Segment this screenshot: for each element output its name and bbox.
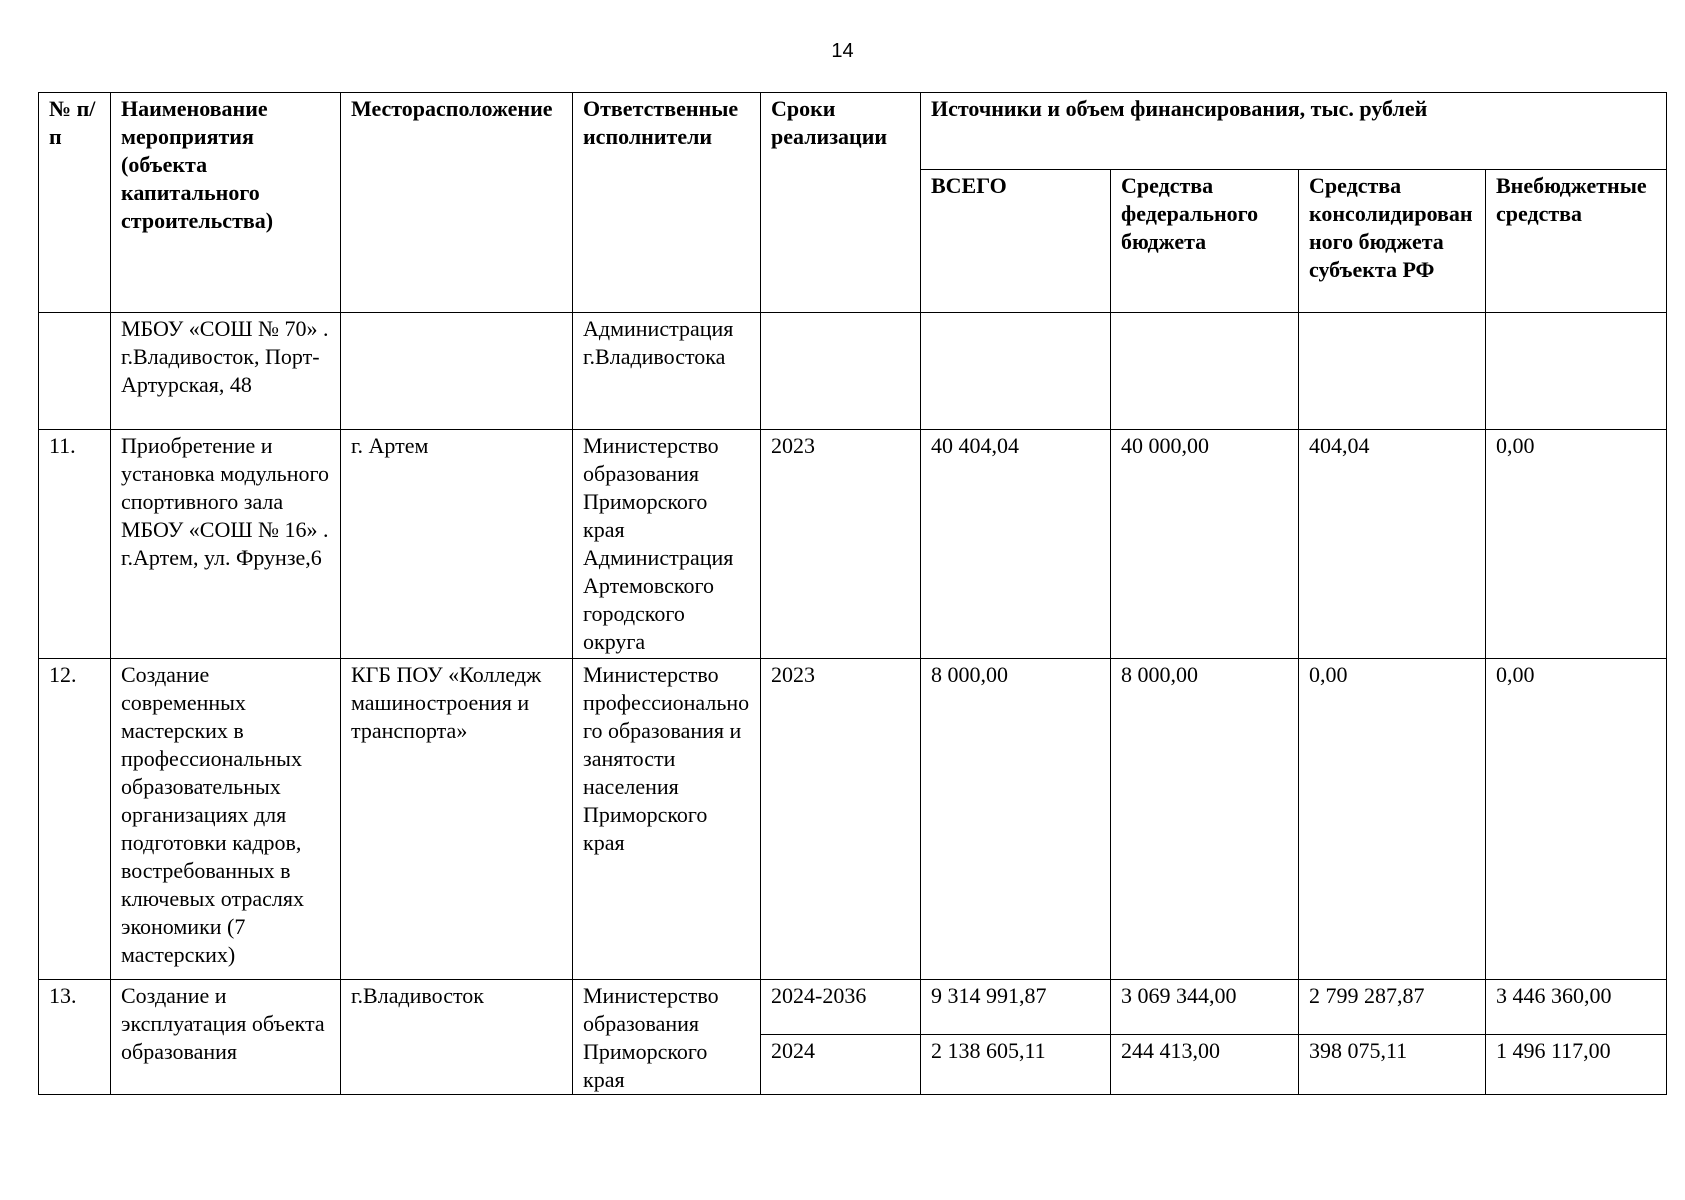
header-name: Наименование мероприятия (объекта капитального строительства) xyxy=(111,93,341,313)
cell-federal: 8 000,00 xyxy=(1111,659,1299,980)
header-total: ВСЕГО xyxy=(921,170,1111,313)
cell-period: 2023 xyxy=(761,659,921,980)
cell-num: 11. xyxy=(39,430,111,659)
cell-name: Приобретение и установка модульного спортивного зала МБОУ «СОШ № 16» . г.Артем, ул. Фрунзе,6 xyxy=(111,430,341,659)
header-period: Сроки реализации xyxy=(761,93,921,313)
cell-period: 2023 xyxy=(761,430,921,659)
cell-period: 2024 xyxy=(761,1035,921,1095)
cell-federal xyxy=(1111,313,1299,430)
cell-extrabudget: 1 496 117,00 xyxy=(1486,1035,1667,1095)
header-federal: Средства федерального бюджета xyxy=(1111,170,1299,313)
cell-location: г.Владивосток xyxy=(341,980,573,1095)
cell-consolidated: 2 799 287,87 xyxy=(1299,980,1486,1035)
cell-responsible: Министерство профессионального образования и занятости населения Приморского края xyxy=(573,659,761,980)
cell-federal: 244 413,00 xyxy=(1111,1035,1299,1095)
header-location: Месторасположение xyxy=(341,93,573,313)
cell-name: Создание современных мастерских в профессиональных образовательных организациях для подготовки кадров, востребованных в ключевых отраслях экономики (7 мастерских) xyxy=(111,659,341,980)
table-row xyxy=(39,430,1667,659)
header-extrabudget: Внебюджетные средства xyxy=(1486,170,1667,313)
cell-responsible: Администрация г.Владивостока xyxy=(573,313,761,430)
cell-num: 12. xyxy=(39,659,111,980)
table-row xyxy=(39,313,1667,430)
cell-period: 2024-2036 xyxy=(761,980,921,1035)
cell-consolidated: 404,04 xyxy=(1299,430,1486,659)
cell-federal: 40 000,00 xyxy=(1111,430,1299,659)
cell-federal: 3 069 344,00 xyxy=(1111,980,1299,1035)
table-row xyxy=(39,659,1667,980)
page-number: 14 xyxy=(831,40,854,62)
cell-extrabudget: 3 446 360,00 xyxy=(1486,980,1667,1035)
cell-responsible: Министерство образования Приморского края xyxy=(573,980,761,1095)
cell-num: 13. xyxy=(39,980,111,1095)
header-num: № п/п xyxy=(39,93,111,313)
cell-total xyxy=(921,313,1111,430)
cell-extrabudget xyxy=(1486,313,1667,430)
cell-total: 8 000,00 xyxy=(921,659,1111,980)
header-funding: Источники и объем финансирования, тыс. рублей xyxy=(921,93,1667,170)
cell-total: 2 138 605,11 xyxy=(921,1035,1111,1095)
cell-consolidated xyxy=(1299,313,1486,430)
cell-location: г. Артем xyxy=(341,430,573,659)
cell-name: МБОУ «СОШ № 70» . г.Владивосток, Порт-Артурская, 48 xyxy=(111,313,341,430)
table-header-row xyxy=(39,93,1667,170)
cell-name: Создание и эксплуатация объекта образования xyxy=(111,980,341,1095)
header-responsible: Ответственные исполнители xyxy=(573,93,761,313)
cell-total: 9 314 991,87 xyxy=(921,980,1111,1035)
financing-table xyxy=(38,92,1667,1095)
cell-location: КГБ ПОУ «Колледж машиностроения и транспорта» xyxy=(341,659,573,980)
table-row xyxy=(39,980,1667,1035)
cell-extrabudget: 0,00 xyxy=(1486,659,1667,980)
cell-consolidated: 398 075,11 xyxy=(1299,1035,1486,1095)
cell-period xyxy=(761,313,921,430)
cell-total: 40 404,04 xyxy=(921,430,1111,659)
cell-responsible: Министерство образования Приморского края Администрация Артемовского городского округа xyxy=(573,430,761,659)
cell-consolidated: 0,00 xyxy=(1299,659,1486,980)
cell-extrabudget: 0,00 xyxy=(1486,430,1667,659)
header-consolidated: Средства консолидированного бюджета субъекта РФ xyxy=(1299,170,1486,313)
cell-location xyxy=(341,313,573,430)
cell-num xyxy=(39,313,111,430)
